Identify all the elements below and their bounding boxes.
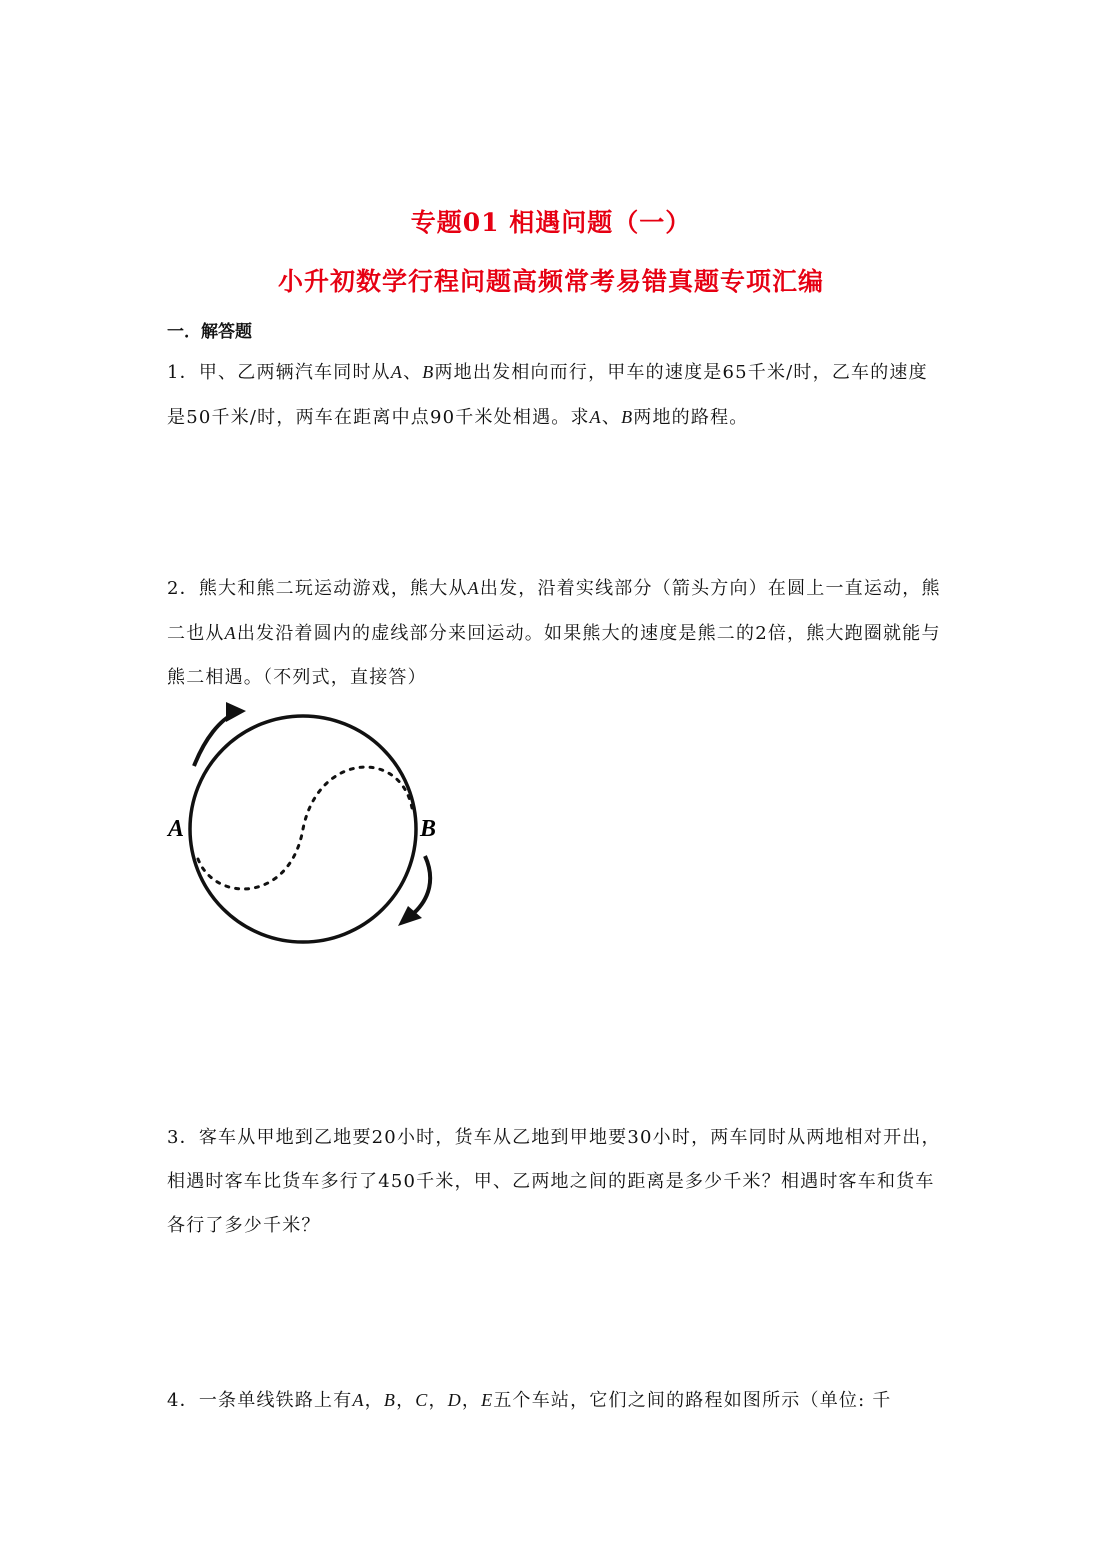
point-b: B [422,362,435,382]
section-heading: 一．解答题 [167,322,252,342]
question-1: 1．甲、乙两辆汽车同时从A、B两地出发相向而行，甲车的速度是65千米/时，乙车的速度是50千米/时，两车在距离中点90千米处相遇。求A、B两地的路程。 [167,362,928,428]
point-a: A [390,362,404,382]
question-number: 1． [167,362,199,383]
question-number: 4． [167,1390,199,1411]
point-a: A [589,407,602,427]
station-b: B [383,1390,397,1410]
point-a: A [224,623,237,643]
arrow-bottom-icon [414,856,430,913]
station-a: A [352,1390,365,1410]
label-b: B [420,816,437,842]
station-c: C [415,1390,429,1410]
question-number: 3． [167,1127,199,1148]
point-a: A [467,578,480,598]
point-b: B [621,407,634,427]
circle-track-figure [160,698,450,960]
station-e: E [481,1390,494,1410]
question-number: 2． [167,578,199,599]
page-title: 专题01 相遇问题（一） [410,208,692,237]
dashed-path [198,767,412,889]
label-a: A [168,816,185,842]
page-subtitle: 小升初数学行程问题高频常考易错真题专项汇编 [277,267,824,296]
question-4: 4．一条单线铁路上有A，B，C，D，E五个车站，它们之间的路程如图所示（单位: 千 [167,1390,892,1411]
question-2: 2．熊大和熊二玩运动游戏，熊大从A出发，沿着实线部分（箭头方向）在圆上一直运动，熊二也从A出发沿着圆内的虚线部分来回运动。如果熊大的速度是熊二的2倍，熊大跑圈就能与熊二相遇。（不列式，直接答） [167,578,941,688]
station-d: D [447,1390,462,1410]
arrow-top-head-icon [226,702,246,722]
question-3: 3．客车从甲地到乙地要20小时，货车从乙地到甲地要30小时，两车同时从两地相对开出，相遇时客车比货车多行了450千米，甲、乙两地之间的距离是多少千米？相遇时客车和货车各行了多少千米？ [167,1127,941,1236]
